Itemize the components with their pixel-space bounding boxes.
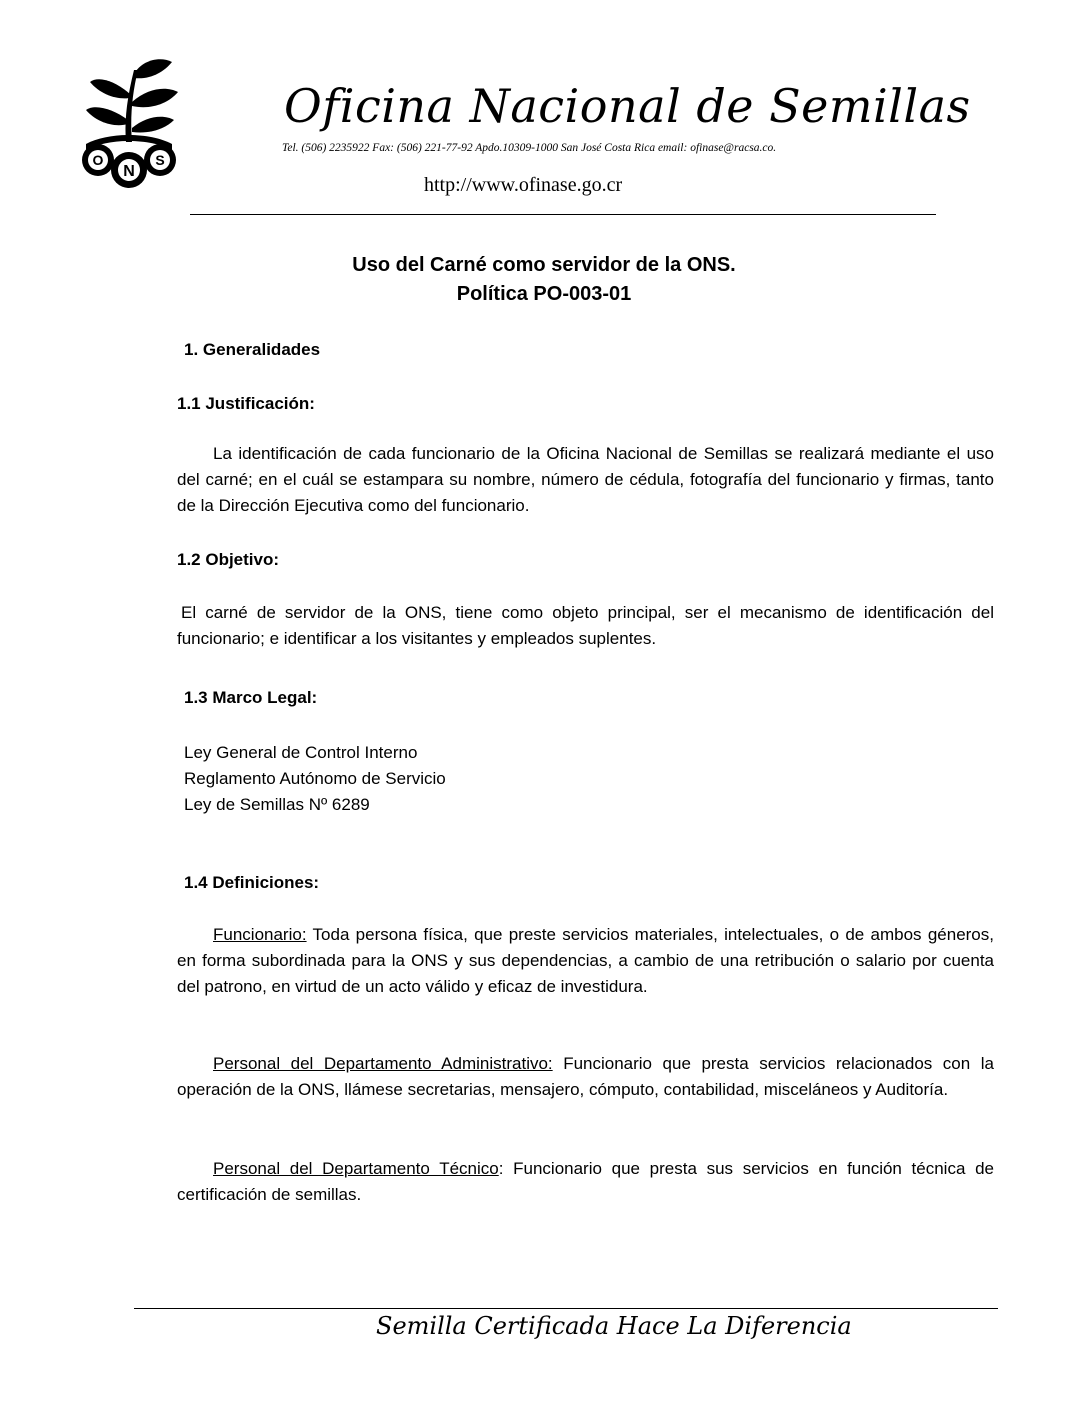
justificacion-paragraph: La identificación de cada funcionario de la Oficina Nacional de Semillas se realizará mediante el uso del carné; en el cuál se estampara su nombre, número de cédula, fotografía del funcionario y firmas, tanto de la Dirección Ejecutiva como del funcionario.: [177, 444, 994, 515]
definition-text: Toda persona física, que preste servicios materiales, intelectuales, o de ambos géneros, en forma subordinada para la ONS y sus dependencias, a cambio de una retribución o salario por cuenta del patrono, en virtud de un acto válido y eficaz de investidura.: [177, 925, 994, 996]
objetivo-paragraph: El carné de servidor de la ONS, tiene como objeto principal, ser el mecanismo de identificación del funcionario; e identificar a los visitantes y empleados suplentes.: [177, 603, 994, 648]
policy-code: Política PO-003-01: [456, 283, 632, 305]
objetivo-heading: 1.2 Objetivo:: [177, 550, 280, 569]
website-link[interactable]: http://www.ofinase.go.cr: [424, 174, 623, 196]
legal-item: Ley General de Control Interno: [184, 743, 418, 762]
definition-funcionario: [177, 922, 994, 1000]
header-divider: [190, 214, 936, 215]
definition-term: Personal del Departamento Técnico: [213, 1159, 499, 1178]
section-generalidades-heading: 1. Generalidades: [184, 340, 321, 359]
contact-line: Tel. (506) 2235922 Fax: (506) 221-77-92 Apdo.10309-1000 San José Costa Rica email: ofinase@racsa.co.: [282, 142, 777, 154]
definition-administrativo: [177, 1051, 994, 1103]
ons-logo-letter-o: O: [92, 152, 104, 168]
definition-text: Funcionario que presta servicios relacionados con la operación de la ONS, llámese secretarias, mensajero, cómputo, contabilidad, misceláneos y Auditoría.: [177, 1054, 994, 1099]
definition-text: : Funcionario que presta sus servicios en función técnica de certificación de semillas.: [177, 1159, 994, 1204]
definition-term: Personal del Departamento Administrativo:: [213, 1054, 553, 1073]
legal-item: Reglamento Autónomo de Servicio: [184, 769, 446, 788]
ons-logo: [68, 58, 190, 190]
ons-logo-letter-s: S: [155, 152, 165, 168]
marco-legal-heading: 1.3 Marco Legal:: [184, 688, 318, 707]
definition-term: Funcionario:: [213, 925, 307, 944]
document-title: Uso del Carné como servidor de la ONS.: [352, 254, 736, 276]
definition-tecnico: [177, 1156, 994, 1208]
definiciones-heading: 1.4 Definiciones:: [184, 873, 320, 892]
ons-logo-letter-n: N: [123, 163, 135, 180]
justificacion-heading: 1.1 Justificación:: [177, 394, 315, 413]
footer-slogan: Semilla Certificada Hace La Diferencia: [376, 1312, 852, 1340]
legal-item: Ley de Semillas Nº 6289: [184, 795, 370, 814]
legal-list: [184, 740, 446, 818]
organization-name: Oficina Nacional de Semillas: [284, 79, 971, 133]
